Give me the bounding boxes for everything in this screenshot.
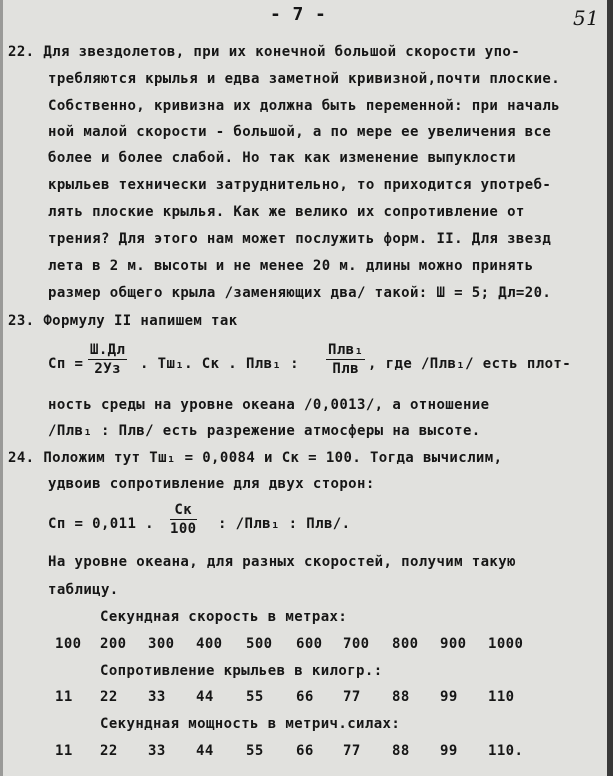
table-cell: 300 — [148, 636, 175, 652]
table-heading-resistance: Сопротивление крыльев в килогр.: — [100, 663, 383, 679]
text-line: ность среды на уровне океана /0,0013/, а отношение — [48, 397, 490, 413]
formula-tail: , где /Плв₁/ есть плот- — [368, 356, 572, 372]
formula-fraction-1 — [88, 342, 127, 377]
formula-lhs: Сп = — [48, 356, 84, 372]
table-row-speed — [0, 636, 613, 656]
formula-fraction-2 — [326, 342, 365, 377]
table-cell: 55 — [246, 689, 264, 705]
text-line: требляются крылья и едва заметной кривизной,почти плоские. — [48, 71, 561, 87]
table-cell: 33 — [148, 743, 166, 759]
table-cell: 77 — [343, 743, 361, 759]
table-cell: 11 — [55, 743, 73, 759]
text-line: удвоив сопротивление для двух сторон: — [48, 476, 375, 492]
scan-left-edge — [0, 0, 3, 776]
formula-fraction-3 — [170, 502, 197, 537]
text-line: /Плв₁ : Плв/ есть разрежение атмосферы на высоте. — [48, 423, 481, 439]
formula-middle: . Тш₁. Ск . Плв₁ : — [140, 356, 299, 372]
table-cell: 11 — [55, 689, 73, 705]
table-cell: 800 — [392, 636, 419, 652]
table-cell: 44 — [196, 689, 214, 705]
text-line: 23. Формулу II напишем так — [8, 313, 238, 329]
table-heading-speed: Секундная скорость в метрах: — [100, 609, 348, 625]
fraction-numerator: Ш.Дл — [90, 342, 126, 358]
table-cell: 66 — [296, 689, 314, 705]
table-cell: 77 — [343, 689, 361, 705]
table-cell: 88 — [392, 743, 410, 759]
table-cell: 110. — [488, 743, 524, 759]
table-cell: 22 — [100, 743, 118, 759]
table-cell: 500 — [246, 636, 273, 652]
table-cell: 44 — [196, 743, 214, 759]
archive-folio-mark: 51 — [573, 6, 600, 30]
table-row-power — [0, 743, 613, 763]
table-cell: 700 — [343, 636, 370, 652]
text-line: 22. Для звездолетов, при их конечной большой скорости упо- — [8, 44, 521, 60]
table-cell: 900 — [440, 636, 467, 652]
table-row-resistance — [0, 689, 613, 709]
fraction-denominator: 100 — [170, 521, 197, 537]
table-cell: 55 — [246, 743, 264, 759]
text-line: Собственно, кривизна их должна быть переменной: при началь — [48, 98, 561, 114]
page-number: - 7 - — [270, 4, 327, 25]
table-heading-power: Секундная мощность в метрич.силах: — [100, 716, 401, 732]
text-line: размер общего крыла /заменяющих два/ такой: Ш = 5; Дл=20. — [48, 285, 552, 301]
fraction-numerator: Ск — [170, 502, 197, 520]
text-line: На уровне океана, для разных скоростей, получим такую — [48, 554, 516, 570]
text-line: ной малой скорости - большой, а по мере ее увеличения все — [48, 124, 552, 140]
formula-tail: : /Плв₁ : Плв/. — [218, 516, 351, 532]
table-cell: 33 — [148, 689, 166, 705]
table-cell: 100 — [55, 636, 82, 652]
text-line: таблицу. — [48, 582, 119, 598]
fraction-numerator: Плв₁ — [328, 342, 364, 358]
text-line: трения? Для этого нам может послужить форм. II. Для звезд — [48, 231, 552, 247]
table-cell: 99 — [440, 689, 458, 705]
table-cell: 99 — [440, 743, 458, 759]
text-line: более и более слабой. Но так как изменение выпуклости — [48, 150, 516, 166]
table-cell: 22 — [100, 689, 118, 705]
text-line: лета в 2 м. высоты и не менее 20 м. длины можно принять — [48, 258, 534, 274]
text-line: крыльев технически затруднительно, то приходится употреб- — [48, 177, 552, 193]
fraction-denominator: 2Уз — [94, 361, 121, 377]
table-cell: 1000 — [488, 636, 524, 652]
table-cell: 110 — [488, 689, 515, 705]
table-cell: 200 — [100, 636, 127, 652]
table-cell: 600 — [296, 636, 323, 652]
scan-right-edge — [607, 0, 613, 776]
table-cell: 88 — [392, 689, 410, 705]
text-line: лять плоские крылья. Как же велико их сопротивление от — [48, 204, 525, 220]
table-cell: 66 — [296, 743, 314, 759]
formula-lhs: Сп = 0,011 . — [48, 516, 154, 532]
text-line: 24. Положим тут Тш₁ = 0,0084 и Ск = 100. Тогда вычислим, — [8, 450, 503, 466]
fraction-denominator: Плв — [332, 361, 359, 377]
table-cell: 400 — [196, 636, 223, 652]
